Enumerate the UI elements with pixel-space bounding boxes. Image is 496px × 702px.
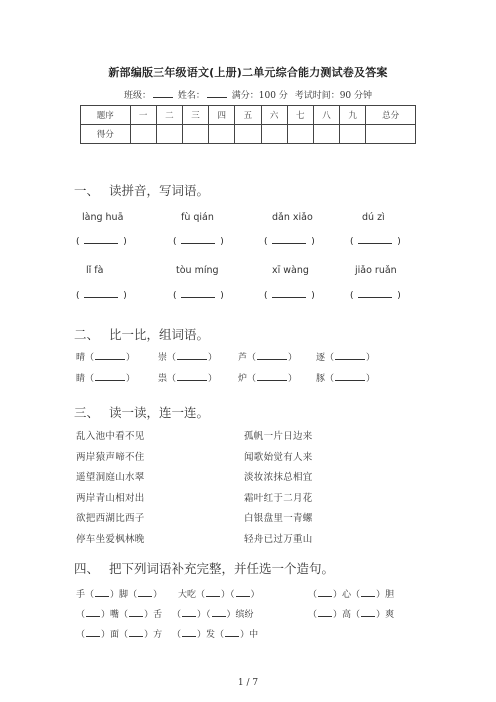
section-3-heading xyxy=(74,403,209,421)
compare-item[interactable]: 睛（ ） xyxy=(76,374,136,384)
idiom-item[interactable]: （ ）嘴（ ）舌 xyxy=(76,610,163,620)
score-cell[interactable] xyxy=(209,125,235,144)
score-cell[interactable] xyxy=(287,125,313,144)
header-cell: 九 xyxy=(340,106,366,125)
poem-line-left[interactable]: 两岸猿声啼不住 xyxy=(76,452,145,463)
idiom-item[interactable]: （ ）发（ ）中 xyxy=(172,630,259,640)
score-cell[interactable] xyxy=(130,125,156,144)
pinyin: làng huā xyxy=(82,212,124,223)
header-cell: 七 xyxy=(287,106,313,125)
section-number: 三、 xyxy=(74,405,100,420)
answer-blank[interactable]: ( ) xyxy=(173,291,224,301)
header-cell: 总分 xyxy=(366,106,416,125)
header-cell: 八 xyxy=(313,106,339,125)
section-number: 四、 xyxy=(74,561,100,576)
class-blank[interactable] xyxy=(153,89,173,98)
pinyin: lǐ fà xyxy=(86,265,104,276)
section-number: 二、 xyxy=(74,327,100,342)
header-cell: 一 xyxy=(130,106,156,125)
name-label: 姓名： xyxy=(177,91,205,101)
poem-line-right[interactable]: 闻歌始觉有人来 xyxy=(244,452,313,463)
score-cell[interactable] xyxy=(182,125,208,144)
score-row-label: 得分 xyxy=(81,125,131,144)
header-cell: 题序 xyxy=(81,106,131,125)
answer-blank[interactable]: ( ) xyxy=(76,291,127,301)
answer-blank[interactable]: ( ) xyxy=(264,237,315,247)
idiom-item[interactable]: 手（ ）脚（ ） xyxy=(76,590,163,600)
compare-item[interactable]: 炉（ ） xyxy=(238,374,298,384)
pinyin: tòu míng xyxy=(176,265,219,276)
score-cell[interactable] xyxy=(366,125,416,144)
compare-item[interactable]: 祟（ ） xyxy=(158,374,218,384)
compare-item[interactable]: 晴（ ） xyxy=(76,353,136,363)
answer-blank[interactable]: ( ) xyxy=(76,237,127,247)
idiom-item[interactable]: （ ）面（ ）方 xyxy=(76,630,163,640)
section-number: 一、 xyxy=(74,183,100,198)
poem-line-right[interactable]: 白银盘里一青螺 xyxy=(244,513,313,524)
pinyin: xī wàng xyxy=(272,265,309,276)
section-text: 读拼音，写词语。 xyxy=(109,183,210,198)
exam-time: 考试时间：90 分钟 xyxy=(294,91,373,101)
compare-item[interactable]: 崇（ ） xyxy=(158,353,218,363)
page-number: 1 / 7 xyxy=(237,678,259,688)
poem-line-left[interactable]: 遥望洞庭山水翠 xyxy=(76,472,145,483)
section-text: 读一读，连一连。 xyxy=(109,405,210,420)
section-4-heading xyxy=(74,559,334,577)
idiom-item[interactable]: 大吃（ ）（ ） xyxy=(178,590,260,600)
answer-blank[interactable]: ( ) xyxy=(264,291,315,301)
name-blank[interactable] xyxy=(207,89,227,98)
score-cell[interactable] xyxy=(340,125,366,144)
pinyin: jiǎo ruǎn xyxy=(355,265,397,276)
header-cell: 三 xyxy=(182,106,208,125)
compare-item[interactable]: 芦（ ） xyxy=(238,353,298,363)
score-row xyxy=(81,125,416,144)
compare-item[interactable]: 逐（ ） xyxy=(316,353,376,363)
header-cell: 二 xyxy=(156,106,182,125)
score-cell[interactable] xyxy=(261,125,287,144)
section-text: 比一比，组词语。 xyxy=(109,327,210,342)
answer-blank[interactable]: ( ) xyxy=(350,237,401,247)
score-cell[interactable] xyxy=(156,125,182,144)
score-cell[interactable] xyxy=(235,125,261,144)
poem-line-right[interactable]: 淡妆浓抹总相宜 xyxy=(244,472,313,483)
poem-line-left[interactable]: 欲把西湖比西子 xyxy=(76,513,145,524)
header-cell: 六 xyxy=(261,106,287,125)
header-cell: 四 xyxy=(209,106,235,125)
idiom-item[interactable]: （ ）（ ）缤纷 xyxy=(172,610,254,620)
header-cell: 五 xyxy=(235,106,261,125)
pinyin: dú zì xyxy=(362,212,385,223)
poem-line-left[interactable]: 停车坐爱枫林晚 xyxy=(76,534,145,545)
section-1-heading xyxy=(74,181,209,199)
compare-item[interactable]: 豚（ ） xyxy=(316,374,376,384)
poem-line-right[interactable]: 霜叶红于二月花 xyxy=(244,493,313,504)
poem-line-left[interactable]: 乱入池中看不见 xyxy=(76,431,145,442)
poem-line-left[interactable]: 两岸青山相对出 xyxy=(76,493,145,504)
full-score: 满分：100 分 xyxy=(231,91,288,101)
score-header-row xyxy=(81,106,416,125)
class-label: 班级： xyxy=(123,91,151,101)
score-table xyxy=(80,105,416,144)
poem-line-right[interactable]: 轻舟已过万重山 xyxy=(244,534,313,545)
section-2-heading xyxy=(74,325,209,343)
answer-blank[interactable]: ( ) xyxy=(350,291,401,301)
page-title: 新部编版三年级语文(上册)二单元综合能力测试卷及答案 xyxy=(108,66,388,79)
section-text: 把下列词语补充完整，并任选一个造句。 xyxy=(109,561,335,576)
idiom-item[interactable]: （ ）心（ ）胆 xyxy=(308,590,395,600)
score-cell[interactable] xyxy=(313,125,339,144)
exam-info xyxy=(0,88,496,101)
answer-blank[interactable]: ( ) xyxy=(173,237,224,247)
idiom-item[interactable]: （ ）高（ ）爽 xyxy=(308,610,395,620)
pinyin: dǎn xiǎo xyxy=(272,212,313,223)
poem-line-right[interactable]: 孤帆一片日边来 xyxy=(244,431,313,442)
pinyin: fù qián xyxy=(181,212,214,223)
